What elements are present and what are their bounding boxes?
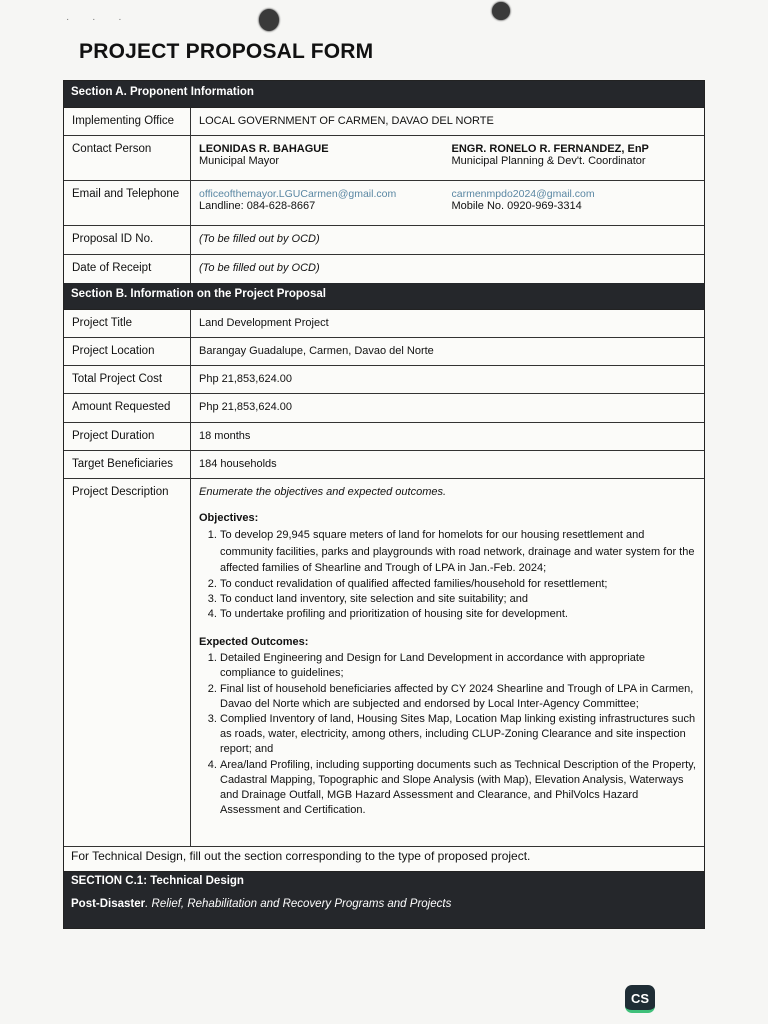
punch-hole-left: [259, 9, 279, 31]
objective-item: 3. To conduct land inventory, site selection and site suitability; and: [220, 592, 696, 607]
proposal-id-row: [64, 226, 704, 255]
date-receipt-row: [64, 255, 704, 283]
amount-requested-value: Php 21,853,624.00: [199, 401, 292, 413]
outcome-item: 2. Final list of household beneficiaries affected by CY 2024 Shearline and Trough of LPA in Carmen, Davao del Norte which are subjected and endorsed by Local Inter-Agency Committee;: [220, 682, 696, 712]
email-telephone-label: Email and Telephone: [64, 181, 191, 225]
section-c-block: [64, 872, 704, 928]
description-intro: Enumerate the objectives and expected outcomes.: [199, 486, 447, 498]
amount-requested-row: [64, 394, 704, 423]
punch-hole-right: [492, 2, 510, 20]
contact-person-value: [191, 136, 704, 180]
project-description-label: Project Description: [64, 479, 191, 846]
post-disaster-text: . Relief, Rehabilitation and Recovery Programs and Projects: [145, 898, 452, 910]
date-receipt-label: Date of Receipt: [64, 255, 191, 283]
project-title-row: [64, 310, 704, 338]
email-link-1[interactable]: officeofthemayor.LGUCarmen@gmail.com: [199, 188, 397, 200]
mobile-text: Mobile No. 0920-969-3314: [451, 200, 582, 212]
implementing-office-label: Implementing Office: [64, 108, 191, 135]
outcomes-heading: Expected Outcomes:: [199, 636, 309, 649]
section-a-heading: Section A. Proponent Information: [64, 81, 704, 108]
contact-person-1-title: Municipal Mayor: [199, 155, 280, 167]
objective-item: 4. To undertake profiling and prioritization of housing site for development.: [220, 607, 696, 622]
project-description-value: [191, 479, 704, 846]
email-telephone-value: [191, 181, 704, 225]
email-telephone-row: [64, 181, 704, 226]
post-disaster-label: Post-Disaster: [71, 898, 146, 910]
project-title-value: Land Development Project: [199, 317, 329, 329]
target-beneficiaries-value: 184 households: [199, 458, 277, 470]
implementing-office-row: [64, 108, 704, 136]
project-location-row: [64, 338, 704, 366]
section-b-heading: Section B. Information on the Project Proposal: [64, 283, 704, 310]
target-beneficiaries-row: [64, 451, 704, 479]
implementing-office-value: LOCAL GOVERNMENT OF CARMEN, DAVAO DEL NORTE: [199, 115, 494, 127]
contact-person-row: [64, 136, 704, 181]
target-beneficiaries-label: Target Beneficiaries: [64, 451, 191, 478]
contact-person-label: Contact Person: [64, 136, 191, 180]
camscanner-logo: CS: [625, 985, 655, 1013]
contact-2-details: [444, 188, 697, 225]
proposal-form: [63, 80, 705, 929]
objectives-heading: Objectives:: [199, 512, 259, 524]
page-title: PROJECT PROPOSAL FORM: [79, 40, 374, 63]
outcome-item: 1. Detailed Engineering and Design for Land Development in accordance with appropriate compliance to guidelines;: [220, 651, 696, 681]
proposal-id-label: Proposal ID No.: [64, 226, 191, 254]
objective-item: 1. To develop 29,945 square meters of land for homelots for our housing resettlement and community facilities, parks and playgrounds with road network, drainage and water system for the affected families of Shearline and Trough of LPA in Jan.-Feb. 2024;: [220, 527, 696, 577]
project-location-value: Barangay Guadalupe, Carmen, Davao del Norte: [199, 345, 434, 357]
project-duration-value: 18 months: [199, 430, 251, 442]
outcome-item: 3. Complied Inventory of land, Housing Sites Map, Location Map linking existing infrastructures such as roads, water, electricity, among others, including CLUP-Zoning Clearance and site inspection report; and: [220, 712, 696, 758]
objective-item: 2. To conduct revalidation of qualified affected families/household for resettlement;: [220, 577, 696, 592]
contact-person-1: [199, 143, 444, 180]
outcomes-list: [199, 651, 696, 818]
contact-person-2-title: Municipal Planning & Dev't. Coordinator: [451, 155, 646, 167]
amount-requested-label: Amount Requested: [64, 394, 191, 422]
section-c-heading: SECTION C.1: Technical Design: [71, 875, 244, 887]
proposal-id-value: (To be filled out by OCD): [199, 233, 320, 245]
objectives-list: [199, 527, 696, 622]
project-title-label: Project Title: [64, 310, 191, 337]
landline-text: Landline: 084-628-8667: [199, 200, 316, 212]
post-disaster-line: [71, 898, 697, 910]
outcome-item: 4. Area/land Profiling, including supporting documents such as Technical Description of the Property, Cadastral Mapping, Topographic and Slope Analysis (with Map), Elevation Analysis, Waterways and Drainage Outfall, MGB Hazard Assessment and Clearance, and PhilVolcs Hazard Assessment and Certification.: [220, 758, 696, 819]
project-duration-label: Project Duration: [64, 423, 191, 450]
contact-1-details: [199, 188, 444, 225]
project-description-row: [64, 479, 704, 847]
total-cost-value: Php 21,853,624.00: [199, 373, 292, 385]
email-link-2[interactable]: carmenmpdo2024@gmail.com: [451, 188, 595, 200]
scan-specks: · · ·: [66, 14, 132, 25]
contact-person-2: [444, 143, 697, 180]
project-location-label: Project Location: [64, 338, 191, 365]
total-cost-label: Total Project Cost: [64, 366, 191, 393]
contact-person-1-name: LEONIDAS R. BAHAGUE: [199, 143, 329, 155]
technical-design-note: For Technical Design, fill out the section corresponding to the type of proposed project.: [64, 847, 704, 872]
date-receipt-value: (To be filled out by OCD): [199, 262, 320, 274]
contact-person-2-name: ENGR. RONELO R. FERNANDEZ, EnP: [451, 143, 649, 155]
project-duration-row: [64, 423, 704, 451]
total-cost-row: [64, 366, 704, 394]
